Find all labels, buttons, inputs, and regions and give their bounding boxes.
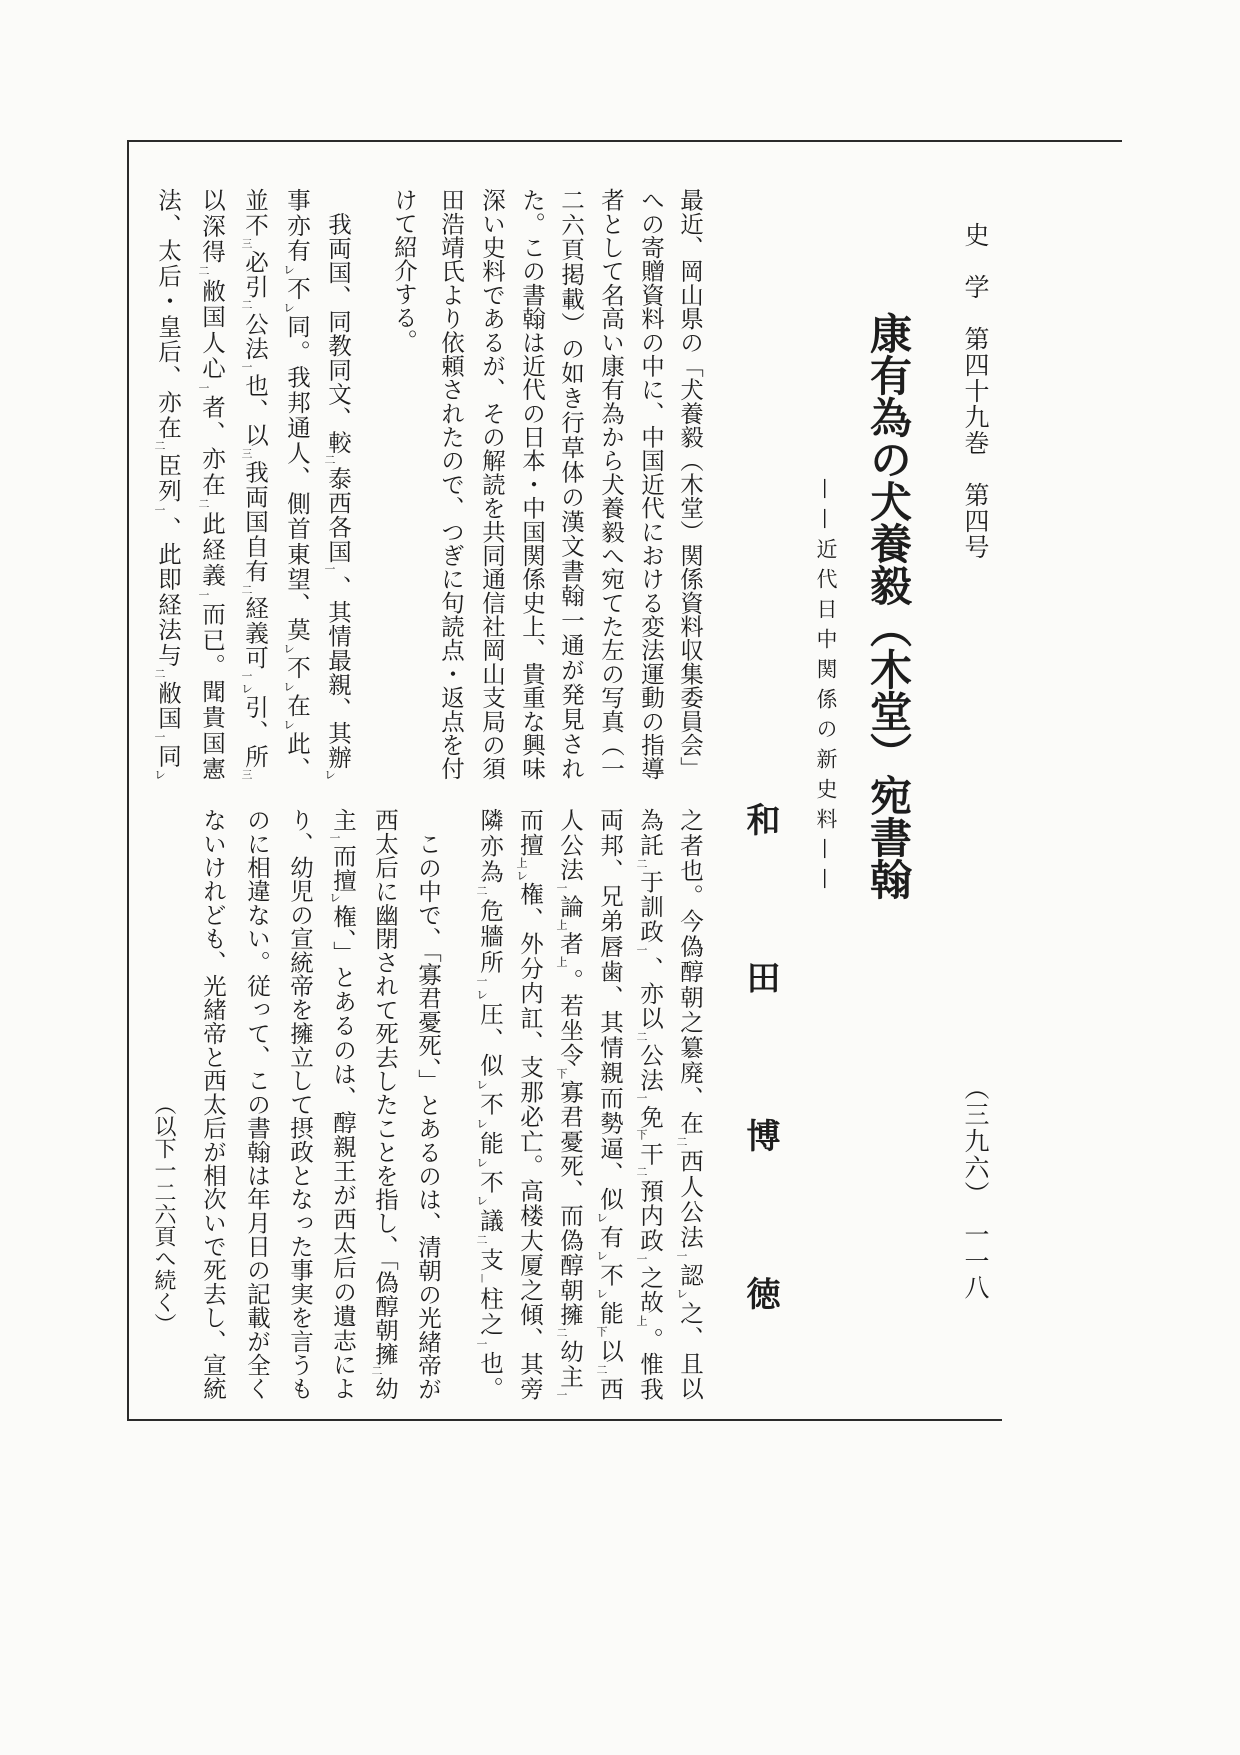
kaeriten-mark: ㆒ <box>475 975 488 989</box>
upper-column: 田浩靖氏より依頼されたので、つぎに句読点・返点を付 <box>437 188 465 780</box>
kaeriten-mark: ㆓ <box>197 498 210 512</box>
upper-column: 最近、岡山県の「犬養毅（木堂）関係資料収集委員会」 <box>676 188 704 780</box>
letter-column: 法、太后・皇后、亦在㆓臣列㆒、此即経法与㆓敝国㆒同㆑ <box>153 188 182 781</box>
kaeriten-mark: ㆔ <box>240 769 253 781</box>
kaeriten-mark: ㆖ <box>555 956 568 969</box>
kaeriten-mark: ㆑ <box>595 1287 608 1301</box>
kaeriten-mark: ㆓ <box>475 1234 488 1248</box>
letter-column: 事亦有㆑不㆑同。我邦通人、側首東望、莫㆑不㆑在㆑此、 <box>282 188 311 781</box>
lower-column: のに相違ない。従って、この書翰は年月日の記載が全く <box>243 808 271 1400</box>
kaeriten-mark: ㆒ <box>635 1092 648 1105</box>
kaeriten-mark: ㆑ <box>282 642 295 656</box>
kaeriten-mark: ㆑ <box>595 1249 608 1263</box>
kaeriten-mark: ㆒ <box>635 944 648 957</box>
kaeriten-mark: ㆓ <box>675 1136 688 1149</box>
kaeriten-mark: ㆒ <box>475 1337 488 1351</box>
upper-column: た。この書翰は近代の日本・中国関係史上、貴重な興味 <box>518 188 546 780</box>
kaeriten-mark: ㆐ <box>475 1273 488 1287</box>
kaeriten-mark: ㆒ <box>197 381 210 395</box>
letter-column: 隣亦為㆓危牆所㆒㆑圧、似㆑不㆑能㆑不㆑議㆓支㆐柱之㆒也。 <box>475 808 504 1401</box>
kaeriten-mark: ㆔ <box>240 447 253 460</box>
kaeriten-mark: ㆑ <box>475 1195 488 1209</box>
article-author: 和田博徳 <box>740 802 780 1434</box>
kaeriten-mark: ㆒ <box>675 1250 688 1263</box>
letter-column: 人公法㆒論㆖者㆖。若坐令㆘寡君憂死、而偽醇朝擁㆓幼主㆒ <box>555 808 584 1400</box>
kaeriten-mark: ㆒ <box>153 731 166 744</box>
frame-border-bottom <box>127 1419 1002 1421</box>
kaeriten-mark: ㆑ <box>153 769 166 781</box>
frame-border-left <box>127 140 129 1421</box>
kaeriten-mark: ㆑ <box>475 1156 488 1170</box>
lower-column: 主㆒而擅㆑権、」とあるのは、醇親王が西太后の遺志によ <box>328 808 357 1401</box>
kaeriten-mark: ㆓ <box>555 1327 568 1340</box>
upper-column: への寄贈資料の中に、中国近代における変法運動の指導 <box>637 188 665 780</box>
kaeriten-mark: ㆘ <box>555 1067 568 1080</box>
kaeriten-mark: ㆓ <box>635 1030 648 1043</box>
kaeriten-mark: ㆘ <box>595 1325 608 1339</box>
kaeriten-mark: ㆓ <box>635 857 648 870</box>
kaeriten-mark: ㆑ <box>475 1117 488 1131</box>
kaeriten-mark: ㆒ <box>323 563 336 575</box>
kaeriten-mark: ㆓ <box>197 265 210 279</box>
kaeriten-mark: ㆖ <box>555 919 568 932</box>
continuation-note: （以下一二六頁へ続く） <box>151 1093 176 1335</box>
upper-column: 二六頁掲載）の如き行草体の漢文書翰一通が発見され <box>557 188 585 780</box>
kaeriten-mark: ㆑ <box>595 1211 608 1225</box>
kaeriten-mark: ㆓ <box>595 1363 608 1377</box>
letter-column: 以深得㆓敝国人心㆒者、亦在㆓此経義㆒而已。聞貴国憲 <box>197 188 226 781</box>
kaeriten-mark: ㆓ <box>370 1365 383 1377</box>
kaeriten-mark: ㆖ <box>515 857 528 870</box>
kaeriten-mark: ㆓ <box>153 667 166 681</box>
kaeriten-mark: ㆒ <box>328 832 341 844</box>
lower-column: ないけれども、光緒帝と西太后が相次いで死去し、宣統 <box>199 808 227 1400</box>
page-number: （三九六） 一一八 <box>961 1075 990 1301</box>
upper-column: 深い史料であるが、その解読を共同通信社岡山支局の須 <box>478 188 506 780</box>
lower-column: この中で、「寡君憂死、」とあるのは、清朝の光緒帝が <box>414 831 442 1400</box>
kaeriten-mark: ㆒ <box>635 1253 648 1266</box>
kaeriten-mark: ㆒ <box>555 1389 568 1400</box>
kaeriten-mark: ㆑ <box>323 769 336 781</box>
letter-column: 両邦、兄弟唇歯、其情親而勢逼、似㆑有㆑不㆑能㆘以㆓西 <box>595 808 624 1401</box>
kaeriten-mark: ㆓ <box>323 454 336 466</box>
letter-column: 而擅㆖㆑権、外分内訌、支那必亡。高楼大厦之傾、其旁 <box>515 808 544 1401</box>
kaeriten-mark: ㆑ <box>282 301 295 315</box>
kaeriten-mark: ㆑ <box>475 988 488 1002</box>
kaeriten-mark: ㆒ <box>197 588 210 602</box>
kaeriten-mark: ㆔ <box>240 237 253 250</box>
kaeriten-mark: ㆒ <box>240 670 253 683</box>
article-subtitle: ——近代日中関係の新史料—— <box>814 478 838 898</box>
kaeriten-mark: ㆑ <box>475 1078 488 1092</box>
kaeriten-mark: ㆒ <box>555 882 568 895</box>
letter-column: 為託㆓于訓政㆒、亦以㆓公法㆒免㆘干㆓預内政㆒之故㆖。惟我 <box>635 808 664 1401</box>
kaeriten-mark: ㆑ <box>282 718 295 732</box>
kaeriten-mark: ㆑ <box>328 892 341 905</box>
article-title: 康有為の犬養毅（木堂）宛書翰 <box>864 312 913 900</box>
upper-column: 者として名高い康有為から犬養毅へ宛てた左の写真（一 <box>597 188 625 780</box>
kaeriten-mark: ㆓ <box>153 440 166 454</box>
kaeriten-mark: ㆑ <box>515 869 528 882</box>
lower-column: り、幼児の宣統帝を擁立して摂政となった事実を言うも <box>286 808 314 1400</box>
kaeriten-mark: ㆑ <box>675 1288 688 1301</box>
frame-border-top <box>127 140 1122 142</box>
kaeriten-mark: ㆑ <box>240 682 253 695</box>
kaeriten-mark: ㆒ <box>240 361 253 374</box>
upper-column: けて紹介する。 <box>390 188 418 353</box>
letter-column: 之者也。今偽醇朝之簒廃、在㆓西人公法㆒認㆑之、且以 <box>675 808 704 1400</box>
lower-column: 西太后に幽閉されて死去したことを指し、「偽醇朝擁㆓幼 <box>370 808 399 1401</box>
kaeriten-mark: ㆑ <box>282 263 295 277</box>
kaeriten-mark: ㆖ <box>635 1314 648 1328</box>
kaeriten-mark: ㆓ <box>240 299 253 312</box>
kaeriten-mark: ㆓ <box>475 885 488 899</box>
kaeriten-mark: ㆑ <box>282 680 295 694</box>
letter-column: 並不㆔必引㆓公法㆒也、以㆔我両国自有㆓経義可㆒㆑引、所㆔ <box>240 188 269 781</box>
kaeriten-mark: ㆓ <box>635 1166 648 1179</box>
kaeriten-mark: ㆒ <box>153 503 166 517</box>
journal-header: 史 学 第四十九巻 第四号 <box>961 222 990 560</box>
kaeriten-mark: ㆘ <box>635 1129 648 1142</box>
kaeriten-mark: ㆓ <box>240 583 253 596</box>
letter-column: 我両国、同教同文、較㆓泰西各国㆒、其情最親、其辦㆑ <box>323 211 352 781</box>
